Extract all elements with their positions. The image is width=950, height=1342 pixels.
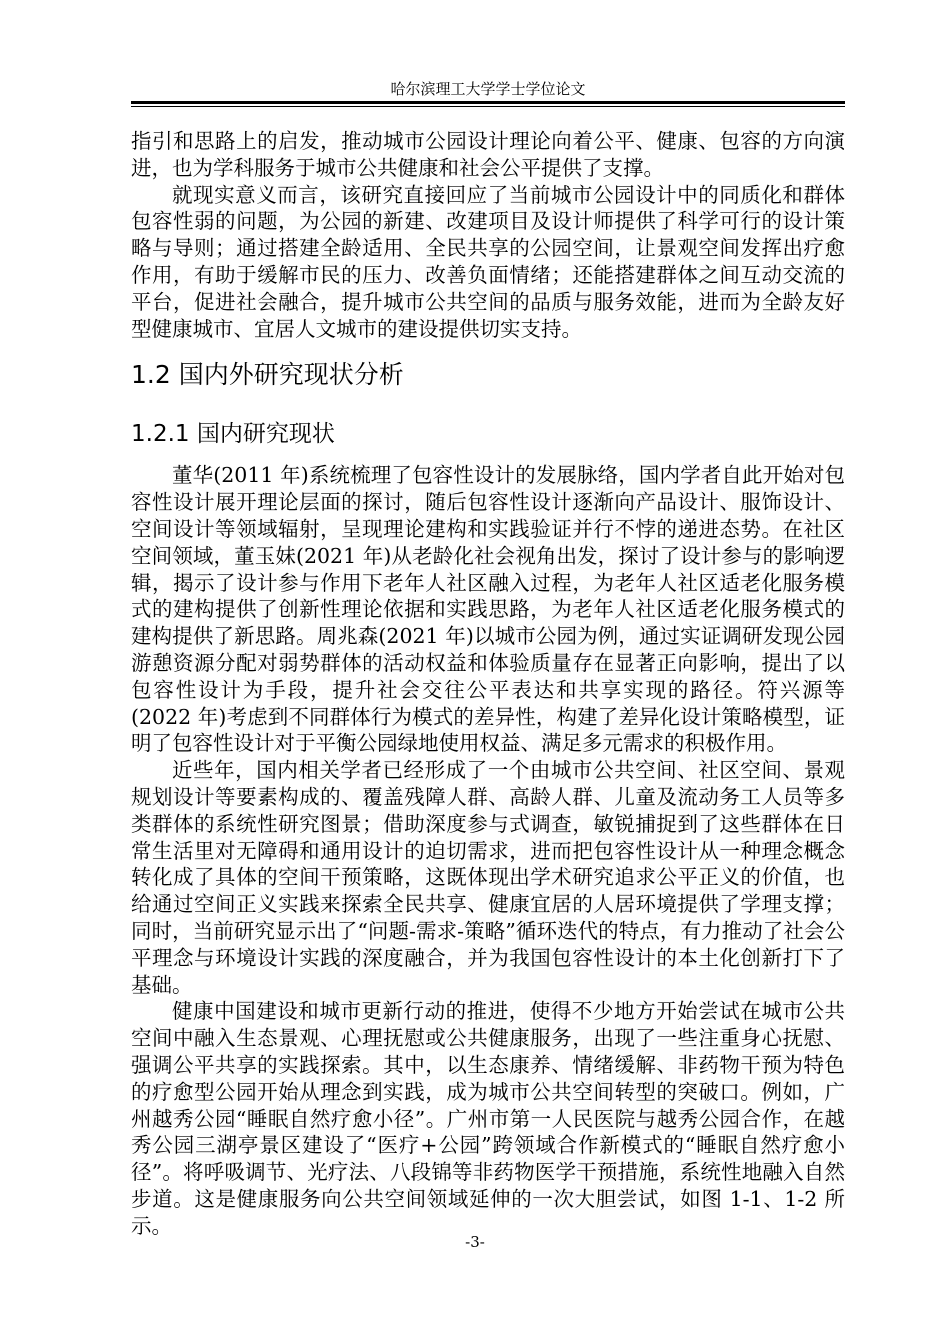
header-rule-thick [131,101,845,104]
paragraph-healing-parks: 健康中国建设和城市更新行动的推进，使得不少地方开始尝试在城市公共空间中融入生态景观、心理抚慰或公共健康服务，出现了一些注重身心抚慰、强调公平共享的实践探索。其中，以生态康养、情绪缓解、非药物干预为特色的疗愈型公园开始从理念到实践，成为城市公共空间转型的突破口。例如，广州越秀公园“睡眠自然疗愈小径”。广州市第一人民医院与越秀公园合作，在越秀公园三湖亭景区建设了“医疗+公园”跨领域合作新模式的“睡眠自然疗愈小径”。将呼吸调节、光疗法、八段锦等非药物医学干预措施，系统性地融入自然步道。这是健康服务向公共空间领域延伸的一次大胆尝试，如图 1-1、1-2 所示。 [131,999,845,1238]
subsection-heading: 1.2.1 国内研究现状 [131,421,335,448]
paragraph-practical-significance: 就现实意义而言，该研究直接回应了当前城市公园设计中的同质化和群体包容性弱的问题，为公园的新建、改建项目及设计师提供了科学可行的设计策略与导则；通过搭建全龄适用、全民共享的公园空间，让景观空间发挥出疗愈作用，有助于缓解市民的压力、改善负面情绪；还能搭建群体之间互动交流的平台，促进社会融合，提升城市公共空间的品质与服务效能，进而为全龄友好型健康城市、宜居人文城市的建设提供切实支持。 [131,182,845,341]
page-number: -3- [465,1233,485,1251]
header-rule-thin [131,106,845,107]
running-header: 哈尔滨理工大学学士学位论文 [390,80,586,98]
paragraph-recent-research: 近些年，国内相关学者已经形成了一个由城市公共空间、社区空间、景观规划设计等要素构成的、覆盖残障人群、高龄人群、儿童及流动务工人员等多类群体的系统性研究图景；借助深度参与式调查，敏锐捕捉到了这些群体在日常生活里对无障碍和通用设计的迫切需求，进而把包容性设计从一种理念概念转化成了具体的空间干预策略，这既体现出学术研究追求公平正义的价值，也给通过空间正义实践来探索全民共享、健康宜居的人居环境提供了学理支撑；同时，当前研究显示出了“问题-需求-策略”循环迭代的特点，有力推动了社会公平理念与环境设计实践的深度融合，并为我国包容性设计的本土化创新打下了基础。 [131,758,845,997]
section-heading: 1.2 国内外研究现状分析 [131,360,404,390]
paragraph-continued: 指引和思路上的启发，推动城市公园设计理论向着公平、健康、包容的方向演进，也为学科服务于城市公共健康和社会公平提供了支撑。 [131,129,845,180]
page-body [131,128,845,1239]
paragraph-domestic-review: 董华(2011 年)系统梳理了包容性设计的发展脉络，国内学者自此开始对包容性设计展开理论层面的探讨，随后包容性设计逐渐向产品设计、服饰设计、空间设计等领域辐射，呈现理论建构和实践验证并行不悖的递进态势。在社区空间领域，董玉妹(2021 年)从老龄化社会视角出发，探讨了设计参与的影响逻辑，揭示了设计参与作用下老年人社区融入过程，为老年人社区适老化服务模式的建构提供了创新性理论依据和实践思路，为老年人社区适老化服务模式的建构提供了新思路。周兆森(2021 年)以城市公园为例，通过实证调研发现公园游憩资源分配对弱势群体的活动权益和体验质量存在显著正向影响，提出了以包容性设计为手段，提升社会交往公平表达和共享实现的路径。符兴源等(2022 年)考虑到不同群体行为模式的差异性，构建了差异化设计策略模型，证明了包容性设计对于平衡公园绿地使用权益、满足多元需求的积极作用。 [131,463,845,756]
